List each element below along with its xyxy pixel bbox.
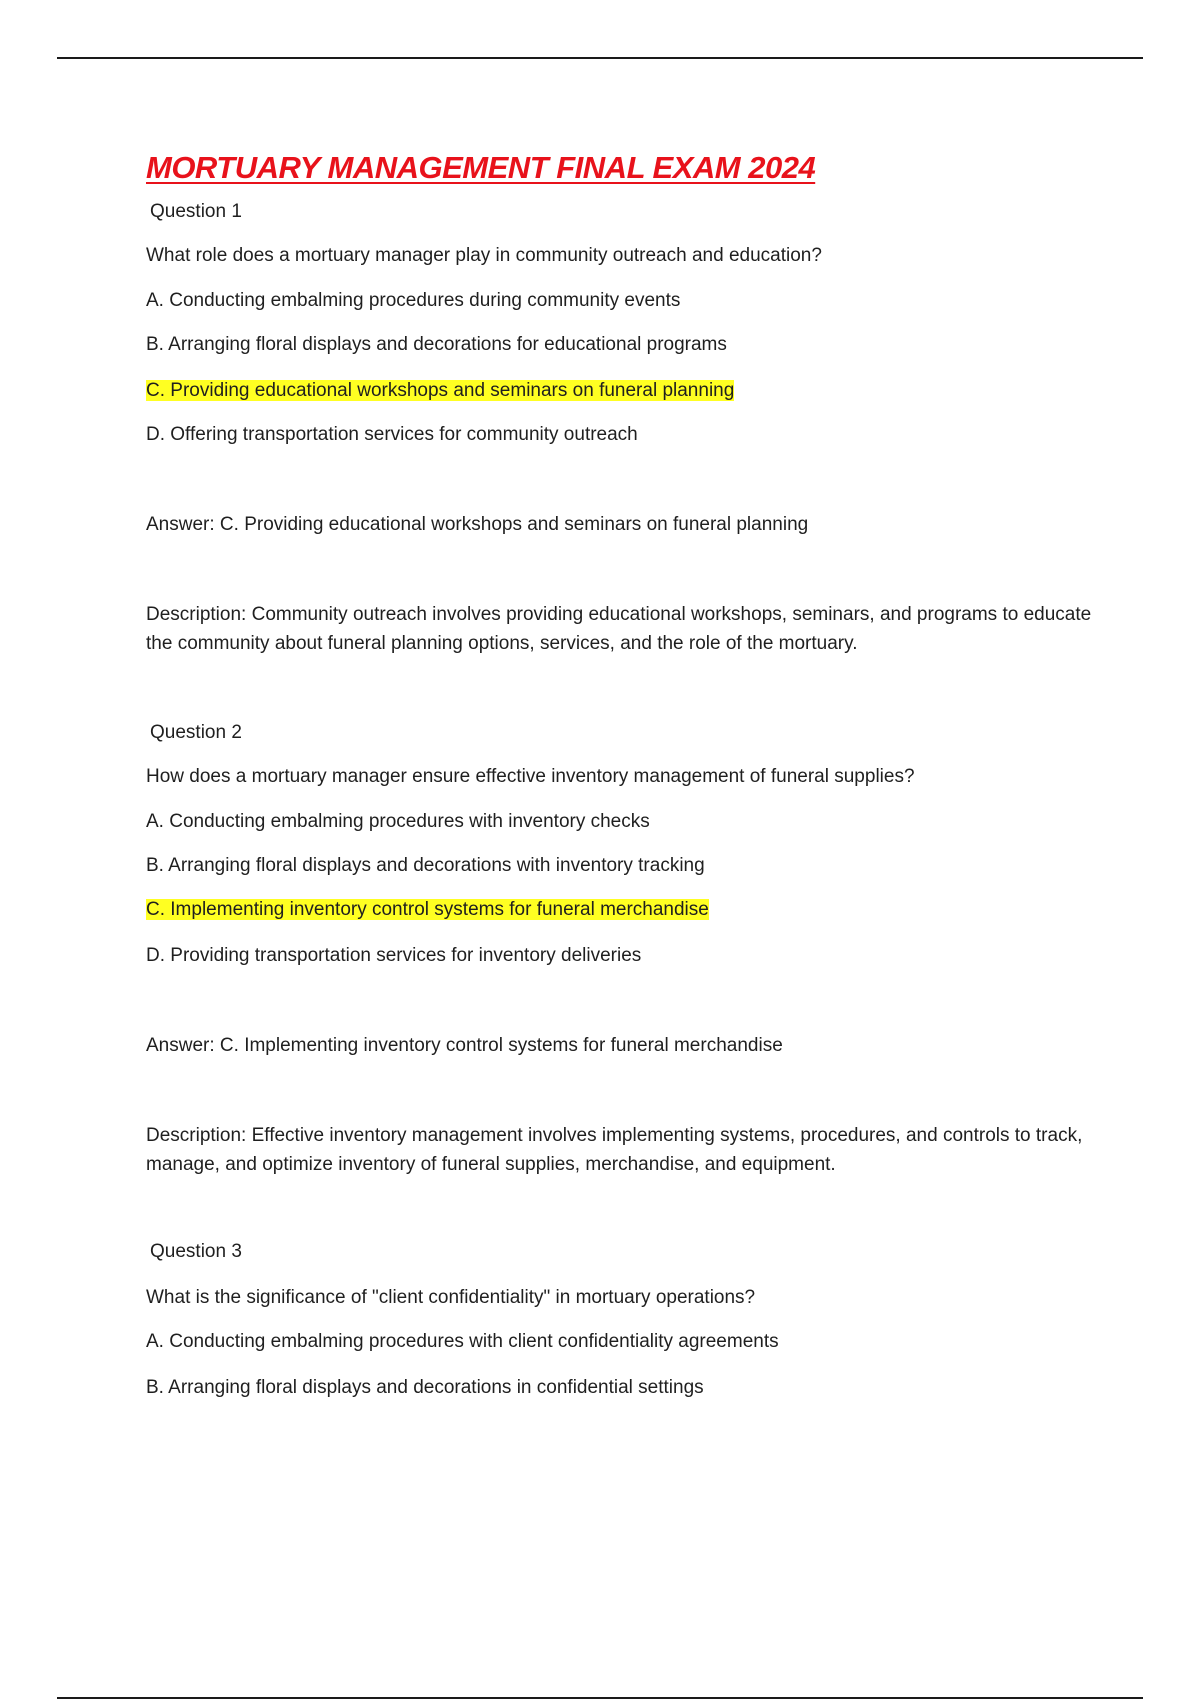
option-b: B. Arranging floral displays and decorations in confidential settings xyxy=(146,1377,704,1398)
question-label: Question 3 xyxy=(150,1241,242,1262)
option-b: B. Arranging floral displays and decorations for educational programs xyxy=(146,334,727,355)
option-d: D. Providing transportation services for inventory deliveries xyxy=(146,945,642,966)
option-c-highlighted: C. Implementing inventory control systems for funeral merchandise xyxy=(146,899,709,920)
description-text: Description: Effective inventory management involves implementing systems, procedures, and controls to track, manage, and optimize inventory of funeral supplies, merchandise, and equipment. xyxy=(146,1125,1083,1175)
question-label: Question 2 xyxy=(150,722,242,743)
option-a: A. Conducting embalming procedures with inventory checks xyxy=(146,811,650,832)
question-text: What is the significance of "client confidentiality" in mortuary operations? xyxy=(146,1287,756,1308)
option-c-highlighted: C. Providing educational workshops and seminars on funeral planning xyxy=(146,380,735,401)
top-rule xyxy=(57,57,1143,59)
bottom-rule xyxy=(57,1697,1143,1699)
question-text: What role does a mortuary manager play in community outreach and education? xyxy=(146,245,822,266)
document-title: MORTUARY MANAGEMENT FINAL EXAM 2024 xyxy=(146,150,816,185)
option-a: A. Conducting embalming procedures during community events xyxy=(146,290,681,311)
answer-text: Answer: C. Implementing inventory control systems for funeral merchandise xyxy=(146,1035,783,1056)
answer-text: Answer: C. Providing educational workshops and seminars on funeral planning xyxy=(146,514,809,535)
option-a: A. Conducting embalming procedures with client confidentiality agreements xyxy=(146,1331,779,1352)
description-text: Description: Community outreach involves providing educational workshops, seminars, and programs to educate the community about funeral planning options, services, and the role of the mortuary. xyxy=(146,604,1092,654)
option-d: D. Offering transportation services for community outreach xyxy=(146,424,638,445)
option-b: B. Arranging floral displays and decorations with inventory tracking xyxy=(146,855,705,876)
question-text: How does a mortuary manager ensure effective inventory management of funeral supplies? xyxy=(146,766,915,787)
document-body xyxy=(146,145,1106,1401)
question-label: Question 1 xyxy=(150,201,242,222)
